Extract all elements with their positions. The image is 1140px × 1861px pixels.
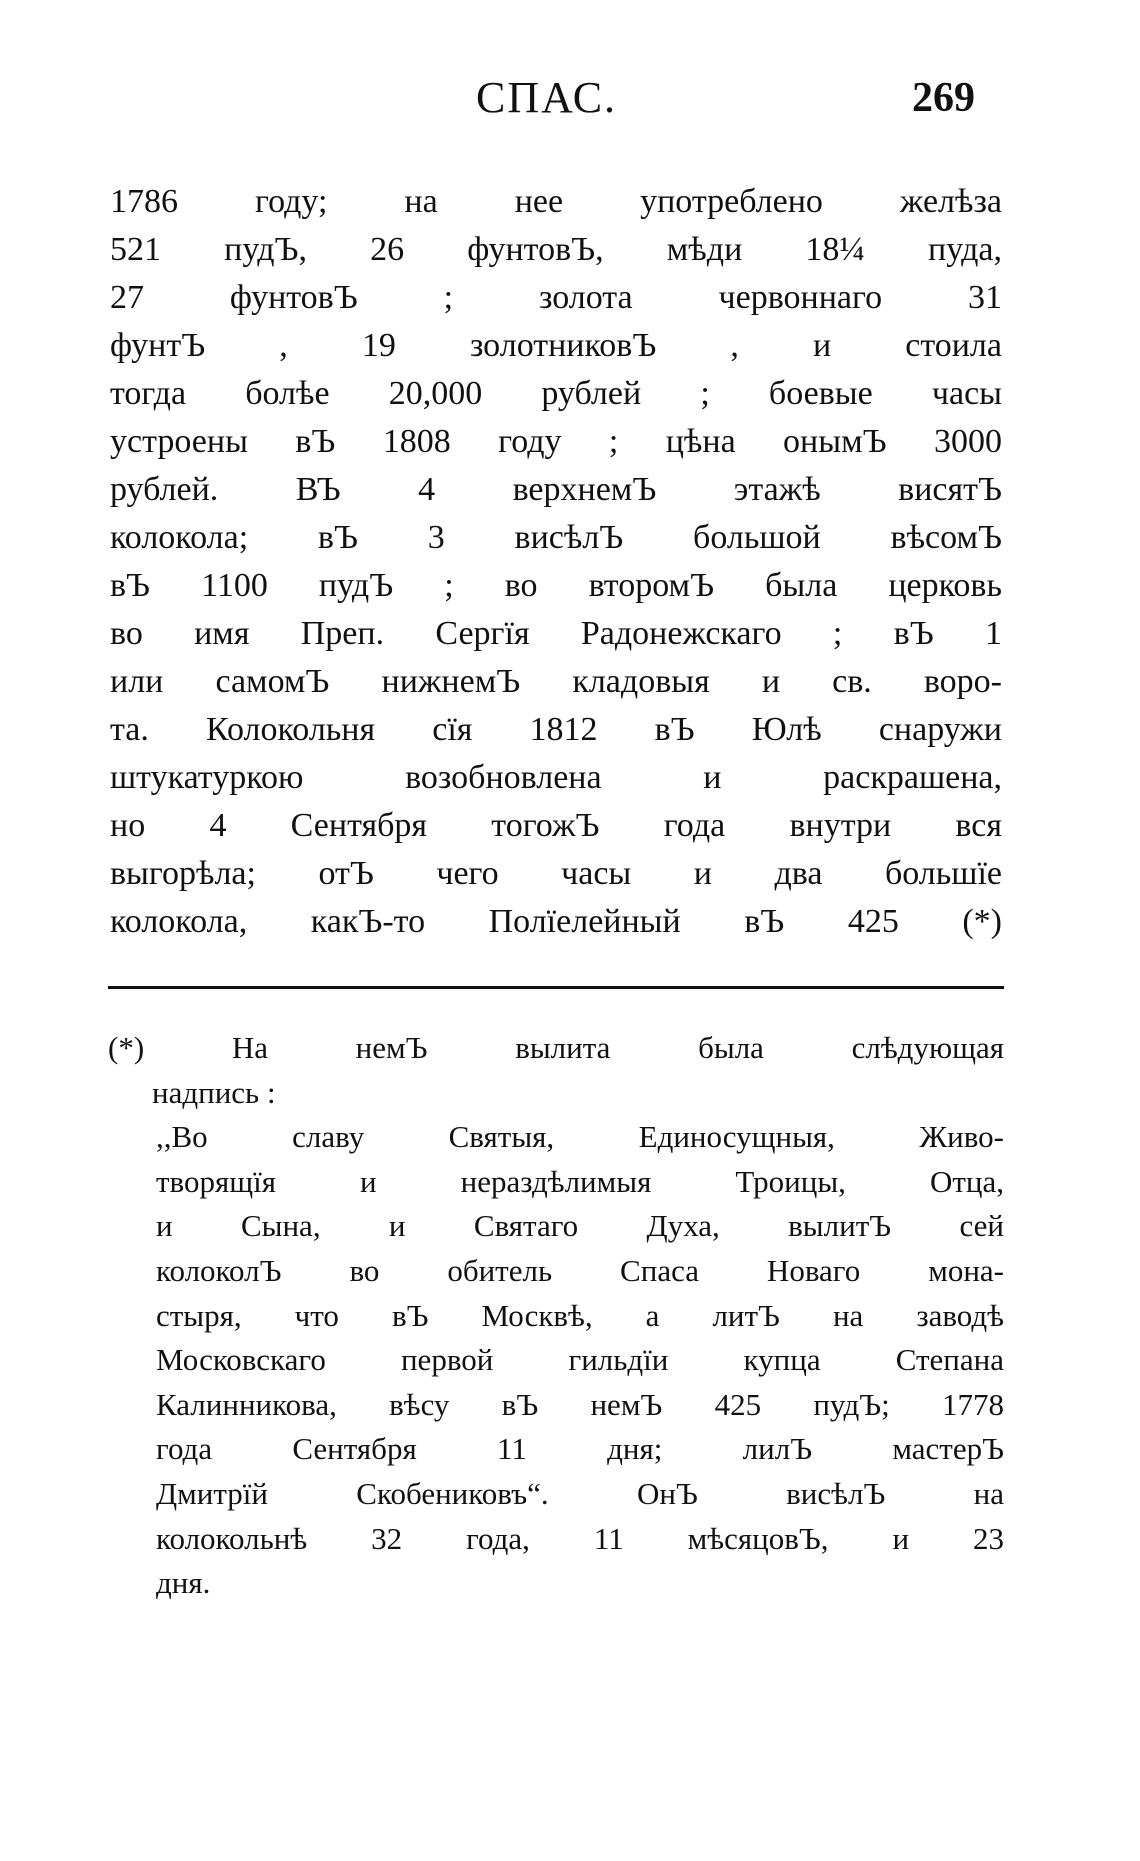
text-line: устроены вЪ 1808 году ; цѣна онымЪ 3000 — [110, 423, 1002, 460]
text-line: колокола, какЪ-то Полїелейный вЪ 425 (*) — [110, 903, 1002, 940]
footnote-line: колоколЪ во обитель Спаса Новаго мона- — [156, 1252, 1004, 1288]
footnote-line: творящїя и нераздѣлимыя Троицы, Отца, — [156, 1163, 1004, 1199]
text-line: 27 фунтовЪ ; золота червоннаго 31 — [110, 279, 1002, 316]
footnote-line: надпись : — [152, 1074, 276, 1110]
footnote-line: стыря, что вЪ Москвѣ, а литЪ на заводѣ — [156, 1297, 1004, 1333]
text-line: тогда болѣе 20,000 рублей ; боевые часы — [110, 375, 1002, 412]
main-text — [110, 178, 1002, 946]
text-line: вЪ 1100 пудЪ ; во второмЪ была церковь — [110, 567, 1002, 604]
footnote-line: Калинникова, вѣсу вЪ немЪ 425 пудЪ; 1778 — [156, 1386, 1004, 1422]
footnote-line: ,,Во славу Святыя, Единосущныя, Живо- — [156, 1119, 1004, 1155]
running-title: СПАС. — [476, 73, 618, 122]
footnote — [108, 1026, 1004, 1606]
page-number: 269 — [912, 75, 975, 121]
footnote-line: колокольнѣ 32 года, 11 мѣсяцовЪ, и 23 — [156, 1520, 1004, 1556]
footnote-line: Дмитрїй Скобениковъ“. ОнЪ висѣлЪ на — [156, 1475, 1004, 1511]
text-line: или самомЪ нижнемЪ кладовыя и св. воро- — [110, 663, 1002, 700]
footnote-line: (*) На немЪ вылита была слѣдующая — [108, 1030, 1004, 1065]
text-line: но 4 Сентября тогожЪ года внутри вся — [110, 807, 1002, 844]
text-line: та. Колокольня сїя 1812 вЪ Юлѣ снаружи — [110, 711, 1002, 748]
text-line: колокола; вЪ 3 висѣлЪ большой вѣсомЪ — [110, 519, 1002, 556]
footnote-line: дня. — [156, 1565, 211, 1601]
footnote-line: года Сентября 11 дня; лилЪ мастерЪ — [156, 1431, 1004, 1467]
footnote-line: и Сына, и Святаго Духа, вылитЪ сей — [156, 1208, 1004, 1244]
page-header — [0, 72, 1140, 142]
footnote-divider — [108, 986, 1004, 989]
text-line: фунтЪ , 19 золотниковЪ , и стоила — [110, 327, 1002, 364]
text-line: рублей. ВЪ 4 верхнемЪ этажѣ висятЪ — [110, 471, 1002, 508]
text-line: штукатуркою возобновлена и раскрашена, — [110, 759, 1002, 796]
footnote-line: Московскаго первой гильдїи купца Степана — [156, 1342, 1004, 1378]
text-line: 521 пудЪ, 26 фунтовЪ, мѣди 18¼ пуда, — [110, 231, 1002, 268]
text-line: выгорѣла; отЪ чего часы и два большїе — [110, 855, 1002, 892]
text-line: во имя Преп. Сергїя Радонежскаго ; вЪ 1 — [110, 615, 1002, 652]
text-line: 1786 году; на нее употреблено желѣза — [110, 183, 1002, 220]
